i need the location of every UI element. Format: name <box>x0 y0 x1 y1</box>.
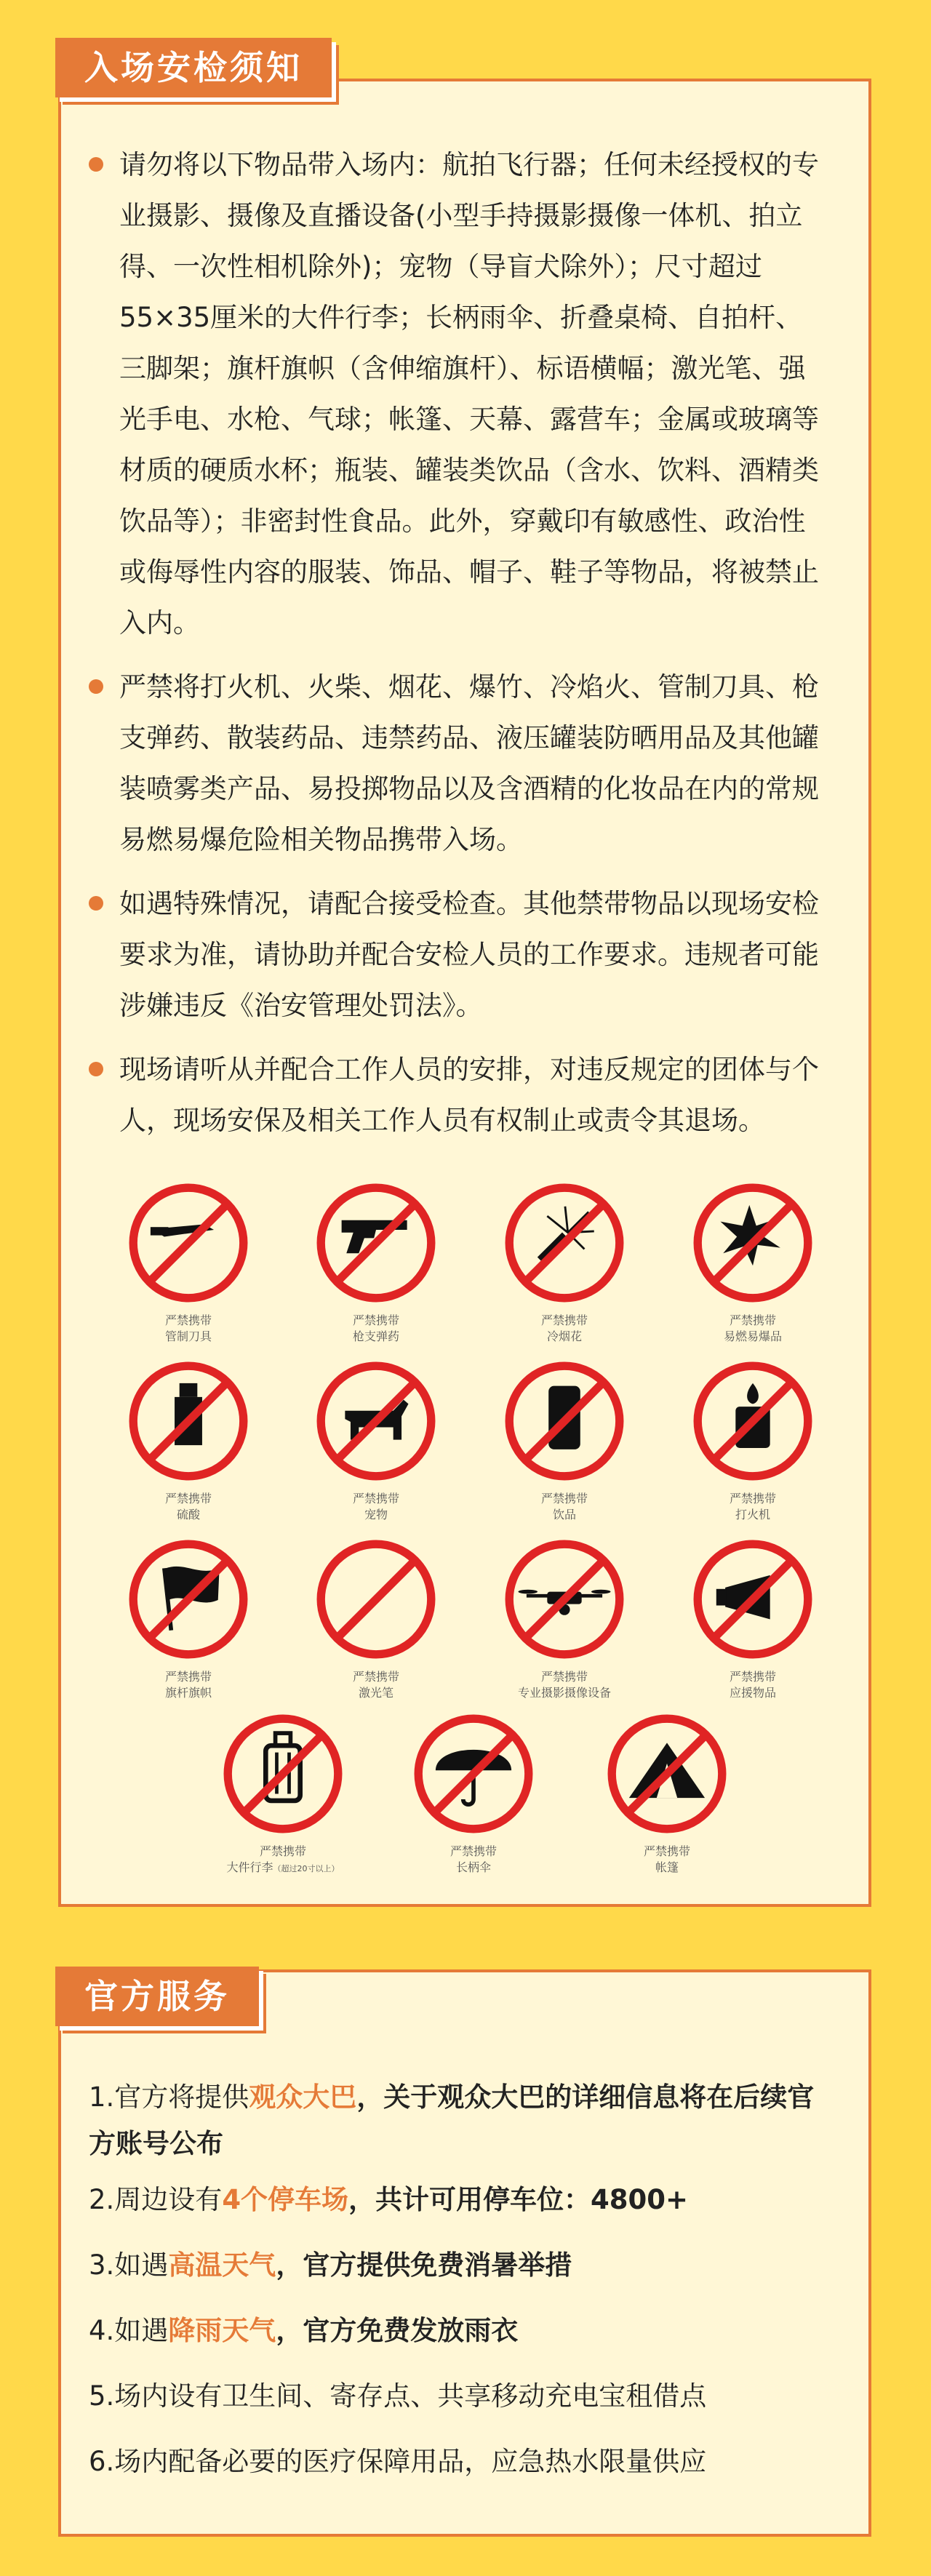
prohibited-item <box>684 1534 822 1703</box>
prohibited-label: 帐篷 <box>655 1860 679 1874</box>
knife-icon <box>123 1177 254 1308</box>
services-list <box>89 2074 839 2495</box>
prohibited-prefix: 严禁携带 <box>352 1313 399 1327</box>
service-item: 3.如遇高温天气，官方提供免费消暑举措 <box>89 2249 572 2281</box>
prohibited-caption <box>119 1491 257 1524</box>
prohibited-prefix: 严禁携带 <box>540 1670 588 1684</box>
prohibited-caption <box>307 1669 445 1703</box>
rule-item: 如遇特殊情况，请配合接受检查。其他禁带物品以现场安检要求为准，请协助并配合安检人员的工作要求。违规者可能涉嫌违反《治安管理处罚法》。 <box>89 879 828 1031</box>
prohibited-prefix: 严禁携带 <box>164 1670 212 1684</box>
prohibited-item <box>119 1177 257 1346</box>
prohibited-item <box>684 1356 822 1524</box>
prohibited-label: 应援物品 <box>729 1686 776 1700</box>
prohibited-caption <box>495 1313 634 1346</box>
laser-pen-icon <box>311 1534 441 1665</box>
prohibited-caption <box>684 1491 822 1524</box>
security-notice-panel <box>58 79 871 1907</box>
prohibited-caption <box>119 1669 257 1703</box>
prohibited-prefix: 严禁携带 <box>729 1492 776 1505</box>
prohibited-label: 大件行李（超过20寸以上） <box>226 1860 340 1874</box>
service-item: 1.官方将提供观众大巴，关于观众大巴的详细信息将在后续官方账号公布 <box>89 2081 815 2159</box>
drink-can-icon <box>499 1356 630 1487</box>
sparkler-icon <box>499 1177 630 1308</box>
gun-icon <box>311 1177 441 1308</box>
drone-icon <box>499 1534 630 1665</box>
prohibited-caption <box>119 1313 257 1346</box>
prohibited-item <box>495 1356 634 1524</box>
prohibited-item <box>119 1534 257 1703</box>
prohibited-prefix: 严禁携带 <box>352 1670 399 1684</box>
prohibited-item <box>495 1534 634 1703</box>
bullet-icon <box>89 679 103 694</box>
rule-item: 严禁将打火机、火柴、烟花、爆竹、冷焰火、管制刀具、枪支弹药、散装药品、违禁药品、液压罐装防晒用品及其他罐装喷雾类产品、易投掷物品以及含酒精的化妆品在内的常规易燃易爆危险相关物品携带入场。 <box>89 662 828 865</box>
prohibited-caption <box>404 1844 543 1877</box>
acid-bottle-icon <box>123 1356 254 1487</box>
prohibited-label: 长柄伞 <box>455 1860 491 1874</box>
prohibited-item <box>307 1356 445 1524</box>
official-services-panel <box>58 1969 871 2537</box>
prohibited-item <box>684 1177 822 1346</box>
prohibited-label: 激光笔 <box>358 1686 393 1700</box>
prohibited-prefix: 严禁携带 <box>259 1844 306 1858</box>
prohibited-prefix: 严禁携带 <box>164 1492 212 1505</box>
prohibited-prefix: 严禁携带 <box>352 1492 399 1505</box>
service-item: 2.周边设有4个停车场，共计可用停车位：4800+ <box>89 2184 689 2215</box>
prohibited-item <box>598 1708 736 1877</box>
prohibited-prefix: 严禁携带 <box>729 1670 776 1684</box>
prohibited-label: 管制刀具 <box>164 1329 212 1343</box>
prohibited-label: 宠物 <box>364 1508 388 1521</box>
prohibited-label: 硫酸 <box>176 1508 200 1521</box>
prohibited-label: 专业摄影摄像设备 <box>517 1686 611 1700</box>
service-item: 5.场内设有卫生间、寄存点、共享移动充电宝租借点 <box>89 2380 707 2412</box>
prohibited-item <box>214 1708 352 1877</box>
prohibited-prefix: 严禁携带 <box>540 1313 588 1327</box>
explosive-icon <box>687 1177 818 1308</box>
prohibited-prefix: 严禁携带 <box>164 1313 212 1327</box>
bullet-icon <box>89 1062 103 1076</box>
prohibited-caption <box>684 1669 822 1703</box>
prohibited-label: 枪支弹药 <box>352 1329 399 1343</box>
prohibited-caption <box>495 1491 634 1524</box>
prohibited-item <box>495 1177 634 1346</box>
prohibited-caption <box>214 1844 352 1877</box>
flag-icon <box>123 1534 254 1665</box>
prohibited-caption <box>307 1491 445 1524</box>
service-item: 4.如遇降雨天气，官方免费发放雨衣 <box>89 2315 519 2346</box>
bullet-icon <box>89 896 103 911</box>
prohibited-label: 饮品 <box>552 1508 576 1521</box>
prohibited-item <box>307 1177 445 1346</box>
prohibited-item <box>307 1534 445 1703</box>
prohibited-prefix: 严禁携带 <box>449 1844 497 1858</box>
prohibited-prefix: 严禁携带 <box>729 1313 776 1327</box>
prohibited-item <box>404 1708 543 1877</box>
prohibited-caption <box>684 1313 822 1346</box>
rules-list <box>89 140 868 1146</box>
prohibited-caption <box>495 1669 634 1703</box>
prohibited-label: 易燃易爆品 <box>723 1329 782 1343</box>
luggage-icon <box>217 1708 348 1839</box>
prohibited-label: 打火机 <box>735 1508 770 1521</box>
prohibited-label: 旗杆旗帜 <box>164 1686 212 1700</box>
megaphone-icon <box>687 1534 818 1665</box>
prohibited-prefix: 严禁携带 <box>540 1492 588 1505</box>
prohibited-label: 冷烟花 <box>546 1329 582 1343</box>
lighter-icon <box>687 1356 818 1487</box>
section-title: 官方服务 <box>55 1967 259 2026</box>
prohibited-prefix: 严禁携带 <box>643 1844 690 1858</box>
rule-item: 现场请听从并配合工作人员的安排，对违反规定的团体与个人，现场安保及相关工作人员有权制止或责令其退场。 <box>89 1044 828 1146</box>
bullet-icon <box>89 157 103 172</box>
prohibited-caption <box>307 1313 445 1346</box>
section-title: 入场安检须知 <box>55 38 332 97</box>
pet-icon <box>311 1356 441 1487</box>
service-item: 6.场内配备必要的医疗保障用品，应急热水限量供应 <box>89 2446 707 2477</box>
prohibited-item <box>119 1356 257 1524</box>
umbrella-icon <box>408 1708 539 1839</box>
rule-item: 请勿将以下物品带入场内：航拍飞行器；任何未经授权的专业摄影、摄像及直播设备(小型手持摄影摄像一体机、拍立得、一次性相机除外)；宠物（导盲犬除外）；尺寸超过55×35厘米的大件行李；长柄雨伞、折叠桌椅、自拍杆、三脚架；旗杆旗帜（含伸缩旗杆）、标语横幅；激光笔、强光手电、水枪、气球；帐篷、天幕、露营车；金属或玻璃等材质的硬质水杯；瓶装、罐装类饮品（含水、饮料、酒精类饮品等）；非密封性食品。此外，穿戴印有敏感性、政治性或侮辱性内容的服装、饰品、帽子、鞋子等物品，将被禁止入内。 <box>89 140 828 649</box>
tent-icon <box>602 1708 732 1839</box>
prohibited-caption <box>598 1844 736 1877</box>
